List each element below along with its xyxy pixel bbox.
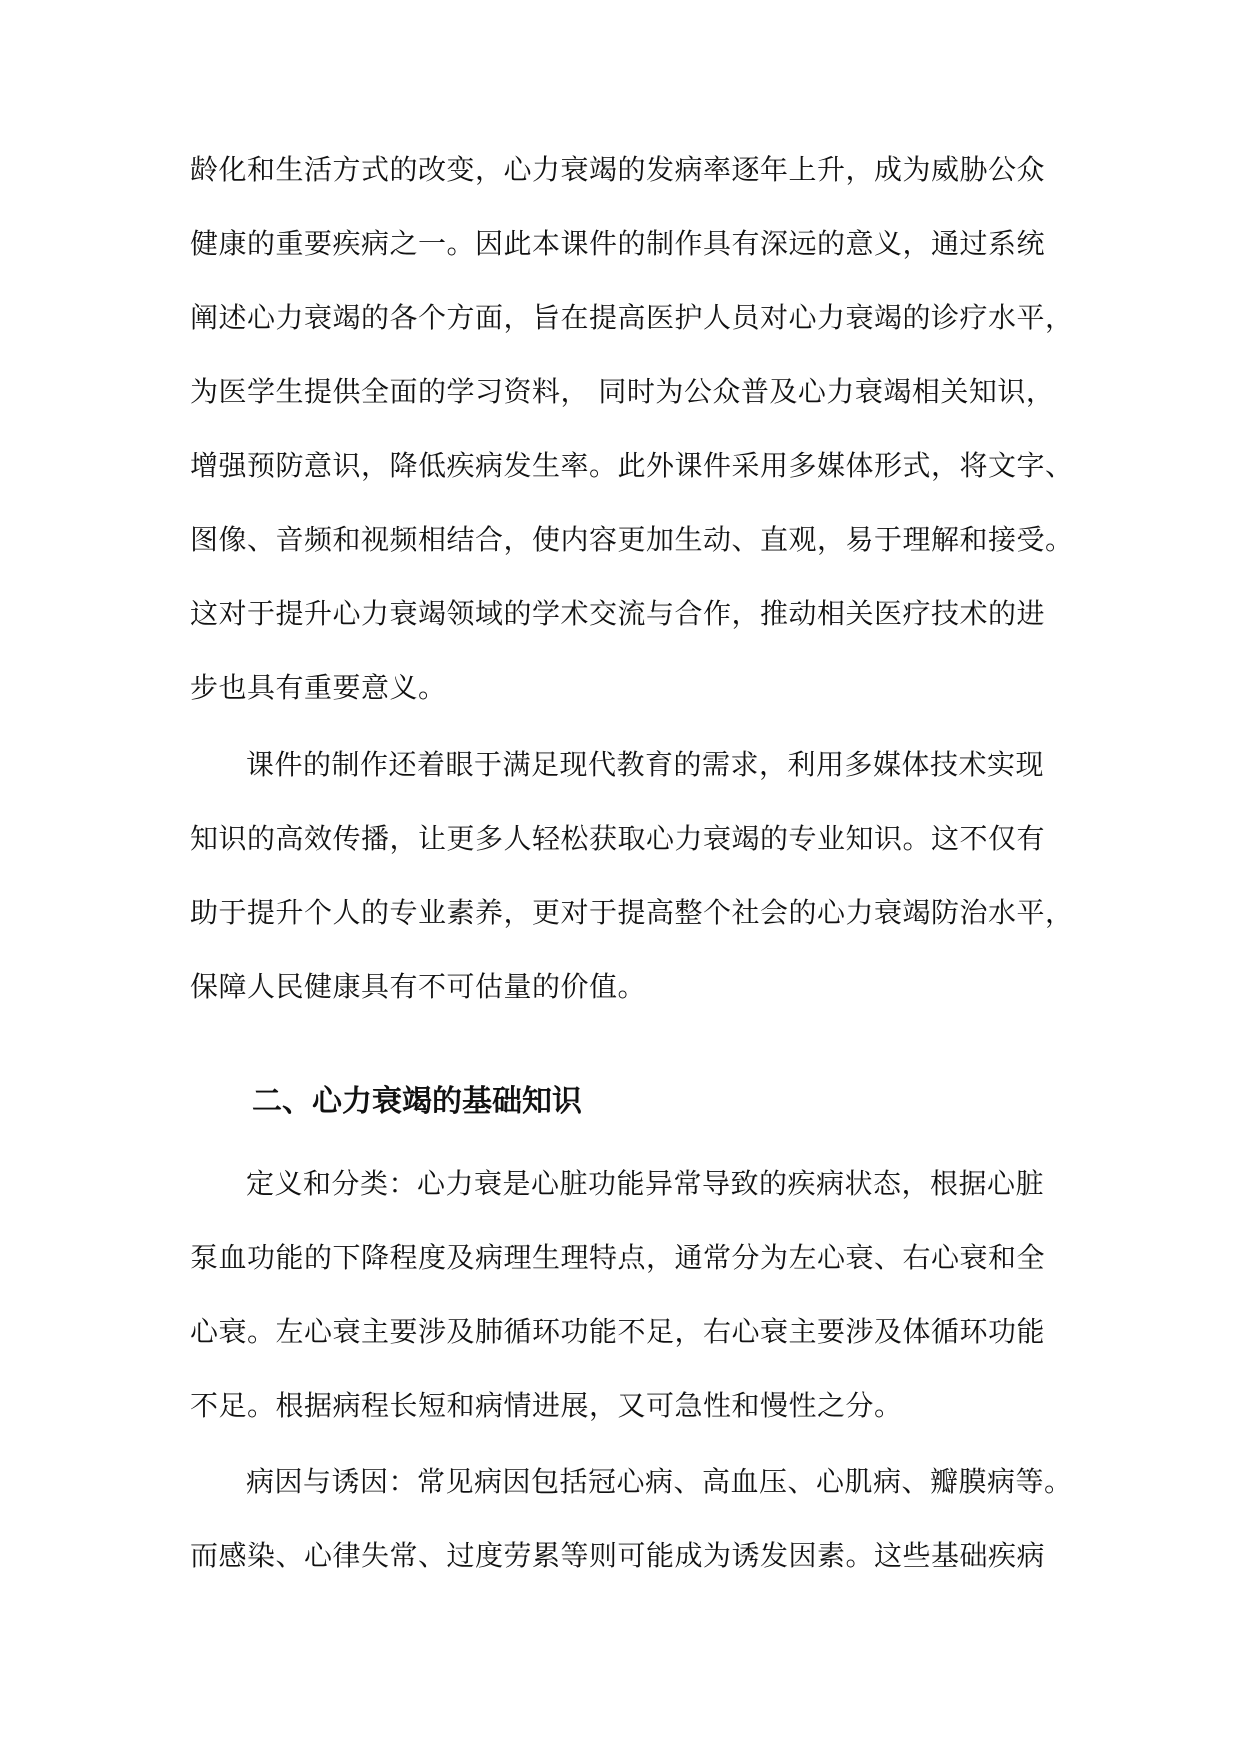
paragraph-2-line-1: 课件的制作还着眼于满足现代教育的需求，利用多媒体技术实现 [246,748,1045,781]
paragraph-1-line-1: 龄化和生活方式的改变，心力衰竭的发病率逐年上升，成为威胁公众 [190,153,1046,186]
paragraph-1-line-3: 阐述心力衰竭的各个方面，旨在提高医护人员对心力衰竭的诊疗水平， [190,301,1074,334]
paragraph-4-line-2: 而感染、心律失常、过度劳累等则可能成为诱发因素。这些基础疾病 [190,1539,1046,1572]
paragraph-3-line-1: 定义和分类：心力衰是心脏功能异常导致的疾病状态，根据心脏 [246,1167,1045,1200]
paragraph-3-line-3: 心衰。左心衰主要涉及肺循环功能不足，右心衰主要涉及体循环功能 [190,1315,1046,1348]
paragraph-1-line-2: 健康的重要疾病之一。因此本课件的制作具有深远的意义，通过系统 [190,227,1046,260]
paragraph-2-line-3: 助于提升个人的专业素养，更对于提高整个社会的心力衰竭防治水平， [190,896,1074,929]
paragraph-1-line-4: 为医学生提供全面的学习资料， 同时为公众普及心力衰竭相关知识， [190,375,1055,408]
paragraph-1-line-8: 步也具有重要意义。 [190,671,447,704]
paragraph-3-line-2: 泵血功能的下降程度及病理生理特点，通常分为左心衰、右心衰和全 [190,1241,1046,1274]
paragraph-2-line-4: 保障人民健康具有不可估量的价值。 [190,970,647,1003]
paragraph-1-line-7: 这对于提升心力衰竭领域的学术交流与合作，推动相关医疗技术的进 [190,597,1046,630]
paragraph-1-line-5: 增强预防意识，降低疾病发生率。此外课件采用多媒体形式，将文字、 [190,449,1074,482]
paragraph-1-line-6: 图像、音频和视频相结合，使内容更加生动、直观，易于理解和接受。 [190,523,1074,556]
paragraph-3-line-4: 不足。根据病程长短和病情进展，又可急性和慢性之分。 [190,1389,903,1422]
section-heading: 二、心力衰竭的基础知识 [252,1084,582,1119]
paragraph-2-line-2: 知识的高效传播，让更多人轻松获取心力衰竭的专业知识。这不仅有 [190,822,1046,855]
paragraph-4-line-1: 病因与诱因：常见病因包括冠心病、高血压、心肌病、瓣膜病等。 [246,1465,1073,1498]
